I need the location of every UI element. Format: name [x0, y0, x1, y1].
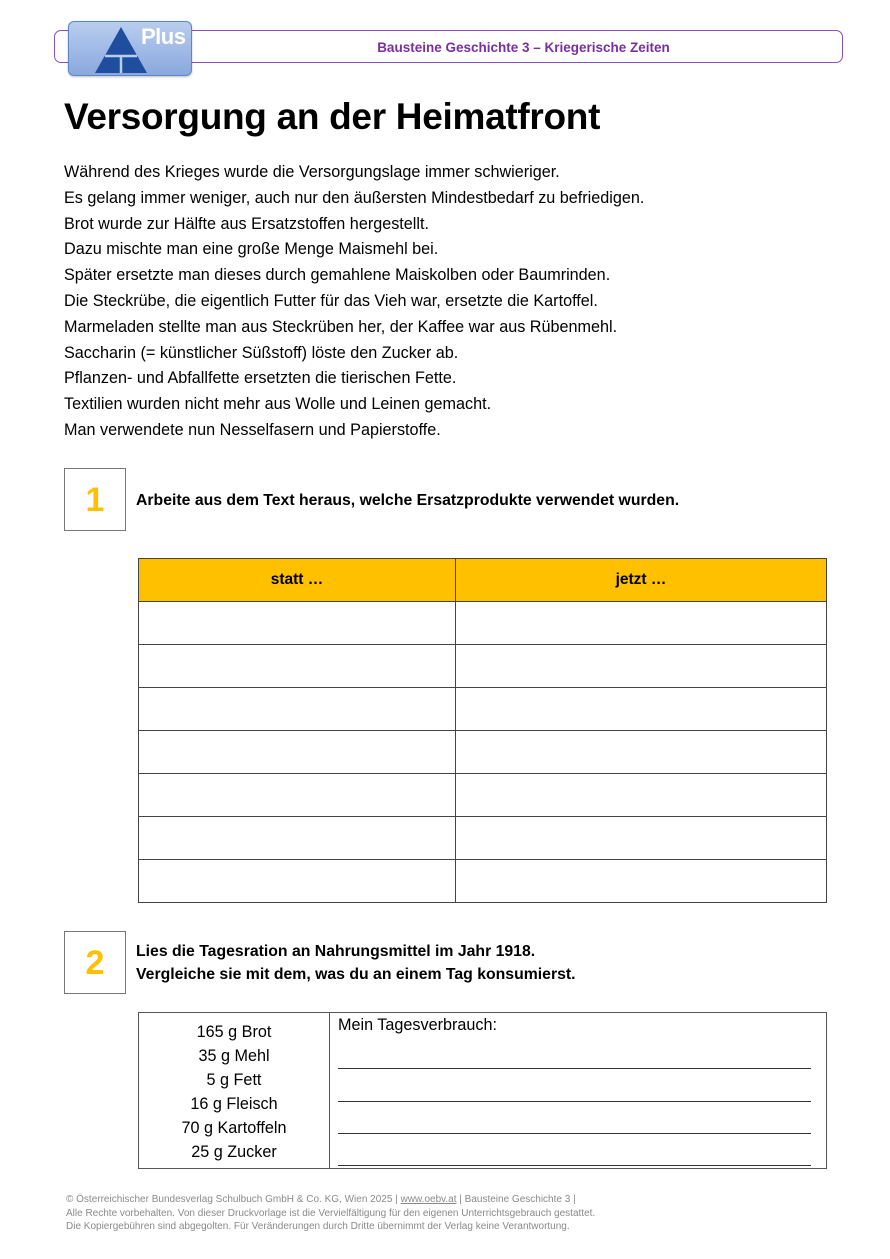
- task-2-instruction-line: Vergleiche sie mit dem, was du an einem Tag konsumierst.: [136, 966, 576, 983]
- cell-statt[interactable]: [139, 645, 456, 688]
- logo-text: Plus: [141, 24, 186, 49]
- cell-jetzt[interactable]: [456, 817, 827, 860]
- cell-statt[interactable]: [139, 602, 456, 645]
- task-1-number-box: 1: [64, 468, 126, 531]
- cell-statt[interactable]: [139, 731, 456, 774]
- intro-line: Später ersetzte man dieses durch gemahlene Maiskolben oder Baumrinden.: [64, 266, 611, 285]
- cell-jetzt[interactable]: [456, 688, 827, 731]
- series-title: Bausteine Geschichte 3 – Kriegerische Zeiten: [377, 40, 670, 55]
- copyright-footer: [66, 1193, 595, 1234]
- ration-item: 25 g Zucker: [191, 1143, 277, 1161]
- table-row: [139, 645, 827, 688]
- writing-line[interactable]: [338, 1068, 811, 1069]
- daily-consumption-area[interactable]: [330, 1013, 826, 1168]
- ration-item: 16 g Fleisch: [190, 1095, 278, 1113]
- task-2-instruction: [136, 940, 576, 986]
- header-statt: statt …: [139, 559, 456, 602]
- ration-item: 165 g Brot: [196, 1023, 272, 1041]
- ration-list: [139, 1013, 330, 1168]
- table-row: [139, 688, 827, 731]
- header-jetzt: jetzt …: [456, 559, 827, 602]
- task-2-instruction-line: Lies die Tagesration an Nahrungsmittel im Jahr 1918.: [136, 943, 536, 960]
- cell-statt[interactable]: [139, 817, 456, 860]
- table-row: [139, 860, 827, 903]
- cell-jetzt[interactable]: [456, 774, 827, 817]
- ration-item: 70 g Kartoffeln: [181, 1119, 287, 1137]
- intro-text: [64, 160, 644, 444]
- intro-line: Während des Krieges wurde die Versorgungslage immer schwieriger.: [64, 163, 560, 181]
- intro-line: Dazu mischte man eine große Menge Maismehl bei.: [64, 240, 439, 259]
- table-row: [139, 774, 827, 817]
- intro-line: Marmeladen stellte man aus Steckrüben her, der Kaffee war aus Rübenmehl.: [64, 317, 618, 336]
- task-2-number-box: 2: [64, 931, 126, 994]
- ration-item: 5 g Fett: [206, 1071, 262, 1089]
- cell-statt[interactable]: [139, 688, 456, 731]
- cell-jetzt[interactable]: [456, 731, 827, 774]
- intro-line: Es gelang immer weniger, auch nur den äußersten Mindestbedarf zu befriedigen.: [64, 188, 645, 207]
- substitute-table: [138, 558, 827, 903]
- daily-consumption-label: Mein Tagesverbrauch:: [338, 1016, 497, 1034]
- intro-line: Pflanzen- und Abfallfette ersetzten die tierischen Fette.: [64, 369, 457, 388]
- cell-statt[interactable]: [139, 774, 456, 817]
- intro-line: Man verwendete nun Nesselfasern und Papierstoffe.: [64, 420, 441, 439]
- footer-text: | Bausteine Geschichte 3 |: [456, 1194, 576, 1205]
- intro-line: Saccharin (= künstlicher Süßstoff) löste den Zucker ab.: [64, 343, 459, 362]
- table-row: [139, 731, 827, 774]
- intro-line: Brot wurde zur Hälfte aus Ersatzstoffen hergestellt.: [64, 214, 429, 233]
- cell-jetzt[interactable]: [456, 645, 827, 688]
- footer-text: Alle Rechte vorbehalten. Von dieser Druckvorlage ist die Vervielfältigung für den eigenen Unterrichtsgebrauch gestattet.: [66, 1207, 596, 1219]
- ration-item: 35 g Mehl: [198, 1047, 270, 1065]
- intro-line: Textilien wurden nicht mehr aus Wolle und Leinen gemacht.: [64, 395, 492, 414]
- intro-line: Die Steckrübe, die eigentlich Futter für das Vieh war, ersetzte die Kartoffel.: [64, 291, 598, 310]
- plus-logo: [68, 21, 192, 76]
- page-title: Versorgung an der Heimatfront: [64, 96, 601, 137]
- ration-table: [138, 1012, 827, 1169]
- table-row: [139, 602, 827, 645]
- footer-text: Die Kopiergebühren sind abgegolten. Für Veränderungen durch Dritte übernimmt der Verlag keine Verantwortung.: [66, 1221, 570, 1232]
- task-1-instruction: Arbeite aus dem Text heraus, welche Ersatzprodukte verwendet wurden.: [136, 492, 680, 509]
- writing-line[interactable]: [338, 1101, 811, 1102]
- cell-jetzt[interactable]: [456, 860, 827, 903]
- cell-jetzt[interactable]: [456, 602, 827, 645]
- table-row: [139, 817, 827, 860]
- footer-text: © Österreichischer Bundesverlag Schulbuch GmbH & Co. KG, Wien 2025 |: [66, 1194, 401, 1205]
- cell-statt[interactable]: [139, 860, 456, 903]
- writing-line[interactable]: [338, 1133, 811, 1134]
- publisher-link[interactable]: www.oebv.at: [400, 1194, 457, 1205]
- writing-line[interactable]: [338, 1165, 811, 1166]
